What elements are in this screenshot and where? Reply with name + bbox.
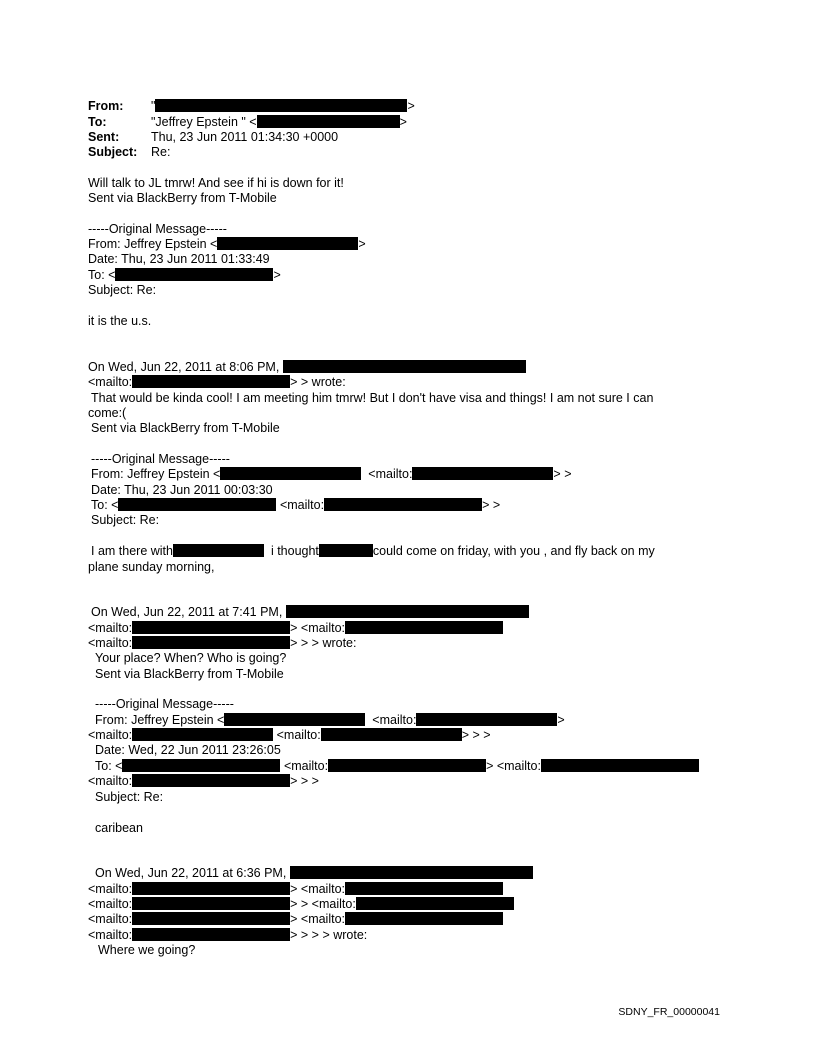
mailto-text: <mailto: bbox=[276, 728, 321, 742]
to-name: "Jeffrey Epstein " < bbox=[151, 115, 257, 129]
mailto-text: <mailto: bbox=[88, 912, 133, 926]
bracket: > > > bbox=[290, 774, 319, 788]
mailto-text: <mailto: bbox=[88, 621, 133, 635]
redaction bbox=[132, 728, 273, 741]
mailto-text: <mailto: bbox=[88, 636, 133, 650]
body-line: Sent via BlackBerry from T-Mobile bbox=[88, 191, 277, 205]
mailto-text: <mailto: bbox=[88, 774, 133, 788]
orig-from-line bbox=[95, 713, 565, 728]
redaction bbox=[290, 866, 533, 879]
quote-body-line: That would be kinda cool! I am meeting him tmrw! But I don't have visa and things! I am not sure I can bbox=[91, 391, 654, 405]
mailto-text: <mailto: bbox=[279, 498, 325, 512]
from-quote: " bbox=[151, 99, 156, 113]
original-message-divider: -----Original Message----- bbox=[95, 697, 234, 711]
orig-to-text: To: < bbox=[88, 268, 116, 282]
original-message-divider: -----Original Message----- bbox=[91, 452, 230, 466]
wrote-text: > > wrote: bbox=[290, 375, 346, 389]
redaction bbox=[319, 544, 373, 557]
bracket: > bbox=[557, 713, 565, 727]
redaction bbox=[541, 759, 699, 772]
redaction bbox=[328, 759, 486, 772]
redaction bbox=[283, 360, 526, 373]
message-text: plane sunday morning, bbox=[88, 560, 215, 574]
orig-date-line: Date: Thu, 23 Jun 2011 00:03:30 bbox=[91, 483, 273, 497]
mailto-text: <mailto: bbox=[368, 467, 413, 481]
orig-to-line bbox=[91, 498, 500, 513]
mailto-text: <mailto: bbox=[88, 882, 133, 896]
from-bracket: > bbox=[407, 99, 415, 113]
redaction bbox=[324, 498, 482, 511]
wrote-text: > > > wrote: bbox=[290, 636, 357, 650]
orig-subject-line: Subject: Re: bbox=[88, 283, 157, 297]
mailto-text: <mailto: bbox=[88, 728, 133, 742]
quote-body-line: Sent via BlackBerry from T-Mobile bbox=[91, 421, 280, 435]
subject-value: Re: bbox=[151, 145, 171, 159]
mailto-line bbox=[88, 728, 491, 743]
orig-subject-line: Subject: Re: bbox=[91, 513, 160, 527]
from-label: From: bbox=[88, 99, 124, 113]
mailto-line bbox=[88, 375, 346, 390]
redaction bbox=[345, 621, 503, 634]
redaction bbox=[118, 498, 276, 511]
mailto-line bbox=[88, 897, 514, 912]
mailto-text: <mailto: bbox=[88, 897, 133, 911]
subject-label: Subject: bbox=[88, 145, 138, 159]
redaction bbox=[132, 897, 290, 910]
message-text: caribean bbox=[95, 821, 143, 835]
message-fragment: could come on friday, with you , and fly back on my bbox=[372, 544, 655, 558]
message-fragment: I am there with bbox=[91, 544, 173, 558]
redaction bbox=[115, 268, 273, 281]
redaction bbox=[412, 467, 553, 480]
quote-on-text: On Wed, Jun 22, 2011 at 6:36 PM, bbox=[95, 866, 287, 880]
redaction bbox=[132, 928, 290, 941]
mailto-text: > <mailto: bbox=[290, 912, 346, 926]
to-label: To: bbox=[88, 115, 107, 129]
mailto-text: > <mailto: bbox=[290, 882, 346, 896]
redaction bbox=[257, 115, 400, 128]
redaction bbox=[356, 897, 514, 910]
redaction bbox=[122, 759, 280, 772]
quote-header bbox=[88, 360, 526, 375]
quote-body-line: come:( bbox=[88, 406, 127, 420]
quote-body-line: Your place? When? Who is going? bbox=[95, 651, 287, 665]
body-line: Will talk to JL tmrw! And see if hi is down for it! bbox=[88, 176, 344, 190]
mailto-line bbox=[88, 636, 356, 651]
quote-body-line: Sent via BlackBerry from T-Mobile bbox=[95, 667, 284, 681]
original-message-divider: -----Original Message----- bbox=[88, 222, 227, 236]
mailto-line bbox=[88, 774, 319, 789]
to-value bbox=[151, 115, 407, 130]
redaction bbox=[132, 636, 290, 649]
from-value bbox=[151, 99, 415, 114]
redaction bbox=[132, 375, 290, 388]
bracket: > bbox=[358, 237, 366, 251]
orig-from-text: From: Jeffrey Epstein < bbox=[91, 467, 221, 481]
bracket: > > > bbox=[461, 728, 491, 742]
quote-on-text: On Wed, Jun 22, 2011 at 8:06 PM, bbox=[88, 360, 280, 374]
redaction bbox=[345, 912, 503, 925]
redaction bbox=[132, 621, 290, 634]
orig-to-line bbox=[88, 268, 281, 283]
orig-to-text: To: < bbox=[91, 498, 119, 512]
mailto-text: <mailto: bbox=[88, 928, 133, 942]
mailto-text: <mailto: bbox=[283, 759, 329, 773]
quote-header bbox=[95, 866, 533, 881]
orig-subject-line: Subject: Re: bbox=[95, 790, 164, 804]
redaction bbox=[155, 99, 407, 112]
orig-date-line: Date: Wed, 22 Jun 2011 23:26:05 bbox=[95, 743, 281, 757]
sent-value: Thu, 23 Jun 2011 01:34:30 +0000 bbox=[151, 130, 339, 144]
mailto-line bbox=[88, 928, 367, 943]
quote-body-line: Where we going? bbox=[98, 943, 196, 957]
orig-from-line bbox=[91, 467, 572, 482]
message-text: it is the u.s. bbox=[88, 314, 152, 328]
redaction bbox=[132, 912, 290, 925]
bracket: > > bbox=[553, 467, 572, 481]
redaction bbox=[217, 237, 358, 250]
to-bracket: > bbox=[399, 115, 407, 129]
orig-from-text: From: Jeffrey Epstein < bbox=[88, 237, 218, 251]
mailto-text: > <mailto: bbox=[486, 759, 541, 773]
mailto-text: <mailto: bbox=[88, 375, 133, 389]
bates-number: SDNY_FR_00000041 bbox=[618, 1006, 720, 1018]
redaction bbox=[286, 605, 529, 618]
orig-from-text: From: Jeffrey Epstein < bbox=[95, 713, 225, 727]
mailto-text: > <mailto: bbox=[290, 621, 346, 635]
bracket: > > bbox=[482, 498, 501, 512]
mailto-line bbox=[88, 882, 503, 897]
redaction bbox=[132, 882, 290, 895]
mailto-text: > > <mailto: bbox=[290, 897, 356, 911]
redaction bbox=[132, 774, 290, 787]
quote-on-text: On Wed, Jun 22, 2011 at 7:41 PM, bbox=[91, 605, 283, 619]
redaction bbox=[416, 713, 557, 726]
orig-to-text: To: < bbox=[95, 759, 123, 773]
orig-from-line bbox=[88, 237, 366, 252]
orig-date-line: Date: Thu, 23 Jun 2011 01:33:49 bbox=[88, 252, 270, 266]
mailto-text: <mailto: bbox=[372, 713, 417, 727]
quote-header bbox=[91, 605, 529, 620]
redaction bbox=[224, 713, 365, 726]
redaction bbox=[220, 467, 361, 480]
sent-label: Sent: bbox=[88, 130, 120, 144]
redaction bbox=[321, 728, 462, 741]
redaction bbox=[173, 544, 264, 557]
message-text bbox=[91, 544, 655, 559]
bracket: > bbox=[273, 268, 281, 282]
message-fragment: i thought bbox=[270, 544, 319, 558]
mailto-line bbox=[88, 912, 503, 927]
mailto-line bbox=[88, 621, 503, 636]
wrote-text: > > > > wrote: bbox=[290, 928, 368, 942]
orig-to-line bbox=[95, 759, 699, 774]
redaction bbox=[345, 882, 503, 895]
